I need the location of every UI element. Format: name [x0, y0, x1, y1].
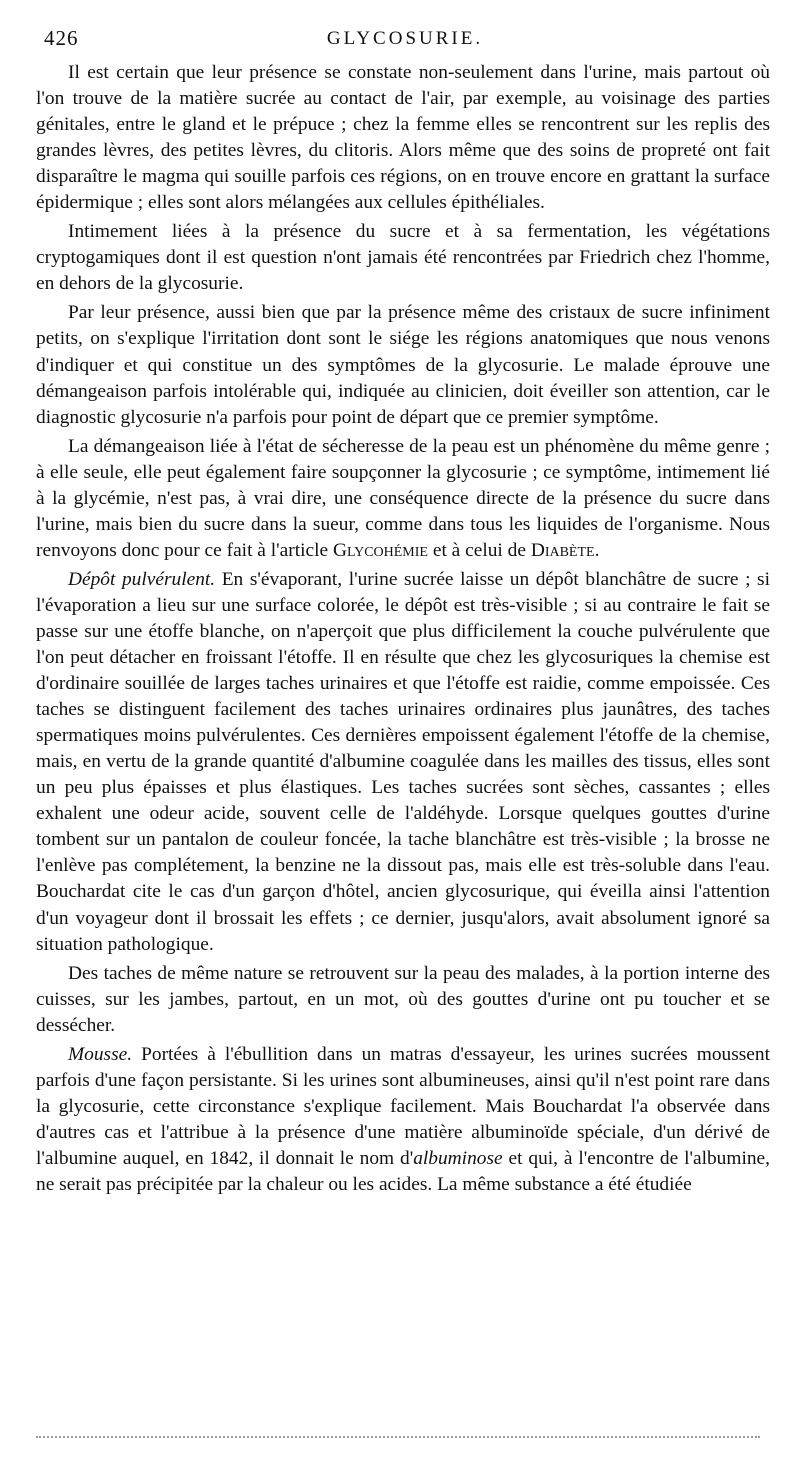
- paragraph-6: Des taches de même nature se retrouvent sur la peau des malades, à la portion interne des cuisses, sur les jambes, partout, en un mot, où des gouttes d'urine ont pu toucher et se dessécher.: [36, 962, 770, 1036]
- term-albuminose: albuminose: [413, 1147, 503, 1169]
- running-title: GLYCOSURIE.: [326, 28, 484, 49]
- paragraph-5: [36, 567, 770, 958]
- paragraph-5-text: En s'évaporant, l'urine sucrée laisse un dépôt blanchâtre de sucre ; si l'évaporation a lieu sur une surface colorée, le dépôt est très-visible ; si au contraire le fait se passe sur une étoffe blanche, on n'aperçoit que plus difficilement la couche pulvérulente que l'on peut détacher en froissant l'étoffe. Il en résulte que chez les glycosuriques la chemise est d'ordinaire souillée de larges taches urinaires et que l'étoffe est raidie, comme empoissée. Ces taches se distinguent facilement des taches urinaires ordinaires plus jaunâtres, des taches spermatiques moins pulvérulentes. Ces dernières empoissent également l'étoffe de la chemise, mais, en vertu de la grande quantité d'albumine coagulée dans les mailles des tissus, elles sont un peu plus épaisses et plus élastiques. Les taches sucrées sont sèches, cassantes ; elles exhalent une odeur acide, souvent celle de l'aldéhyde. Lorsque quelques gouttes d'urine tombent sur un pantalon de couleur foncée, la tache blanchâtre est très-visible ; la brosse ne l'enlève pas complétement, la benzine ne la dissout pas, mais elle est très-soluble dans l'eau. Bouchardat cite le cas d'un garçon d'hôtel, ancien glycosurique, qui éveilla ainsi l'attention d'un voyageur dont il brossait les effets ; ce dernier, jusqu'alors, avait absolument ignoré sa situation pathologique.: [36, 568, 770, 955]
- cross-reference-diabete: Diabète: [530, 539, 595, 561]
- page-header: [40, 26, 770, 56]
- paragraph-4-end: .: [594, 539, 600, 561]
- cross-reference-glycohemie: Glycohémie: [332, 539, 428, 561]
- body-text: [36, 60, 770, 1198]
- paragraph-7-text: Portées à l'ébullition dans un matras d'essayeur, les urines sucrées moussent parfois d'une façon persistante. Si les urines sont albumineuses, ainsi qu'il n'est point rare dans la glycosurie, cette circonstance s'explique facilement. Mais Bouchardat l'a observée dans d'autres cas et l'attribue à la présence d'une matière albuminoïde spéciale, d'un dérivé de l'albumine auquel, en 1842, il donnait le nom d': [36, 1043, 770, 1169]
- section-heading-depot: Dépôt pulvérulent.: [68, 568, 216, 590]
- section-heading-mousse: Mousse.: [68, 1043, 133, 1065]
- paragraph-4-text: La démangeaison liée à l'état de sécheresse de la peau est un phénomène du même genre ; à elle seule, elle peut également faire soupçonner la glycosurie ; ce symptôme, intimement lié à la glycémie, n'est pas, à vrai dire, une conséquence directe de la présence du sucre dans l'urine, mais bien du sucre dans la sueur, comme dans tous les liquides de l'organisme. Nous renvoyons donc pour ce fait à l'article: [36, 435, 770, 561]
- bottom-bleed-line: [36, 1436, 760, 1438]
- paragraph-4: [36, 434, 770, 564]
- paragraph-1: Il est certain que leur présence se constate non-seulement dans l'urine, mais partout où l'on trouve de la matière sucrée au contact de l'air, par exemple, au voisinage des parties génitales, entre le gland et le prépuce ; chez la femme elles se rencontrent sur les replis des grandes lèvres, des petites lèvres, du clitoris. Alors même que des soins de propreté ont fait disparaître le magma qui souille parfois ces régions, on en trouve encore en grattant la surface épidermique ; elles sont alors mélangées aux cellules épithéliales.: [36, 62, 770, 214]
- page-number: 426: [44, 26, 79, 50]
- paragraph-3: Par leur présence, aussi bien que par la présence même des cristaux de sucre infiniment petits, on s'explique l'irritation dont sont le siége les régions anatomiques que nous venons d'indiquer et qui constitue un des symptômes de la glycosurie. Le malade éprouve une démangeaison parfois intolérable qui, indiquée au clinicien, doit éveiller son attention, car le diagnostic glycosurie n'a parfois pour point de départ que ce premier symptôme.: [36, 302, 770, 428]
- paragraph-7-end: et qui, à l'encontre de l'albumine, ne serait pas précipitée par la chaleur ou les acides. La même substance a été étudiée: [36, 1147, 770, 1195]
- paragraph-4-mid: et à celui de: [427, 539, 531, 561]
- paragraph-2: Intimement liées à la présence du sucre et à sa fermentation, les végétations cryptogamiques dont il est question n'ont jamais été rencontrées par Friedrich chez l'homme, en dehors de la glycosurie.: [36, 221, 770, 295]
- paragraph-7: [36, 1042, 770, 1198]
